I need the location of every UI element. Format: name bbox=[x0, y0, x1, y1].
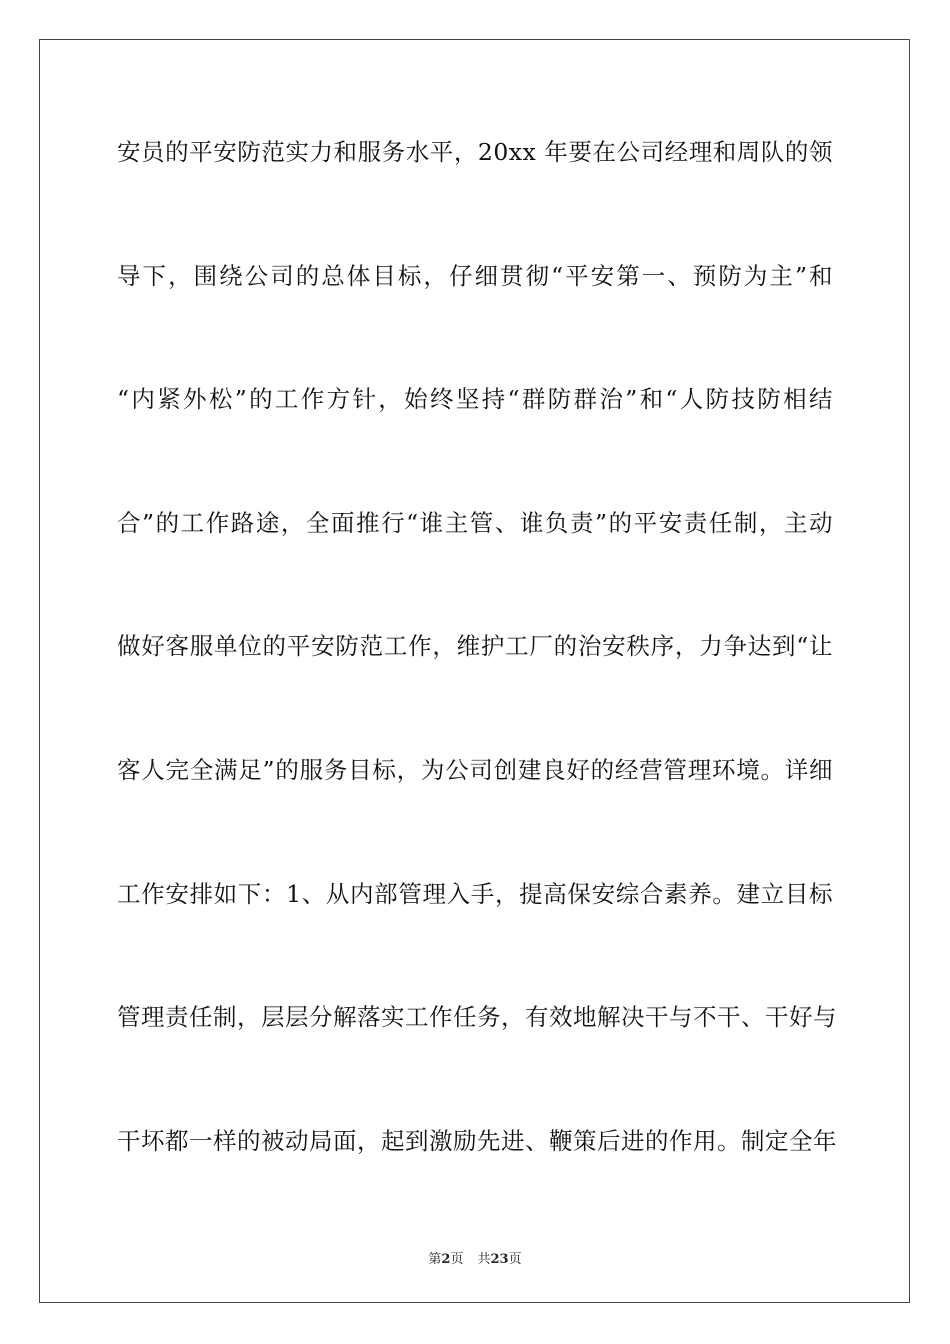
document-body bbox=[117, 121, 837, 1233]
page-footer bbox=[0, 1248, 950, 1267]
text-line-9: 干坏都一样的被动局面，起到激励先进、鞭策后进的作用。制定全年 bbox=[117, 1126, 837, 1155]
text-line-4: 合”的工作路途，全面推行“谁主管、谁负责”的平安责任制，主动 bbox=[117, 508, 833, 537]
text-line-5: 做好客服单位的平安防范工作，维护工厂的治安秩序，力争达到“让 bbox=[117, 632, 833, 661]
text-line-6: 客人完全满足”的服务目标，为公司创建良好的经营管理环境。详细 bbox=[117, 755, 833, 784]
text-line-1: 安员的平安防范实力和服务水平，20xx 年要在公司经理和周队的领 bbox=[117, 138, 833, 166]
total-pages: 23 bbox=[490, 1252, 509, 1267]
text-line-2: 导下，围绕公司的总体目标，仔细贯彻“平安第一、预防为主”和 bbox=[117, 261, 833, 290]
page-number: 2 bbox=[441, 1252, 451, 1267]
text-line-3: “内紧外松”的工作方针，始终坚持“群防群治”和“人防技防相结 bbox=[117, 385, 833, 414]
total-suffix: 页 bbox=[508, 1252, 522, 1267]
page-prefix: 第 bbox=[428, 1252, 442, 1267]
total-prefix: 共 bbox=[477, 1252, 491, 1267]
text-line-7: 工作安排如下：1、从内部管理入手，提高保安综合素养。建立目标 bbox=[117, 879, 833, 908]
text-line-8: 管理责任制，层层分解落实工作任务，有效地解决干与不干、干好与 bbox=[117, 1003, 837, 1032]
page-suffix: 页 bbox=[450, 1252, 464, 1267]
